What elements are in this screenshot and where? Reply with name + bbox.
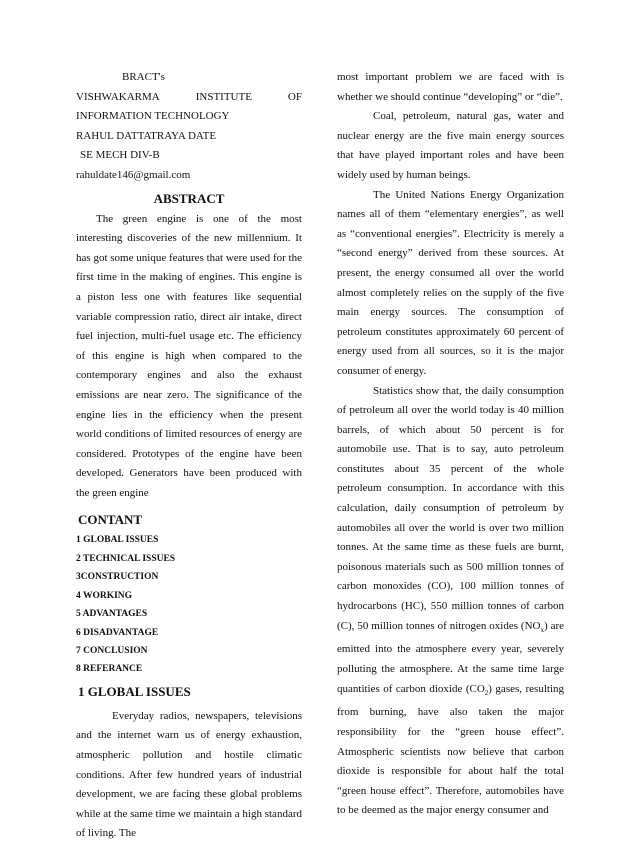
- section-paragraph: Coal, petroleum, natural gas, water and nuclear energy are the five main energy sources that have played important roles and have been widely used by human beings.: [337, 110, 564, 181]
- section-paragraph: [337, 382, 564, 821]
- contents-item: 6 DISADVANTAGE: [76, 627, 159, 638]
- paragraph-text: ) are emitted into the atmosphere every year, severely polluting the atmosphere. At the same time large quantities of carbon dioxide (CO: [337, 619, 564, 695]
- contents-item: 1 GLOBAL ISSUES: [76, 535, 159, 546]
- paragraph-text: ) gases, resulting from burning, have also taken the major responsibility for the “green house effect”. Atmospheric scientists now believe that carbon dioxide is responsible for about half the total “green house effect”. Therefore, automobiles have to be deemed as the major energy consumer and: [337, 682, 564, 817]
- paragraph-text: Statistics show that, the daily consumption of petroleum all over the world today is 40 million barrels, of which about 50 percent is for automobile use. That is to say, auto petroleum constitutes about 35 percent of the whole petroleum consumption. In accordance with this calculation, daily consumption of petroleum by automobiles all over the world is over two million tonnes. At the same time as these fuels are burnt, poisonous materials such as 500 million tonnes of carbon monoxides (CO), 100 million tonnes of hydrocarbons (HC), 550 million tonnes of carbon (C), 50 million tonnes of nitrogen oxides (NO: [337, 384, 564, 632]
- college-short-name: BRACT's: [122, 71, 165, 83]
- contents-item: 2 TECHNICAL ISSUES: [76, 553, 176, 564]
- contents-item: 4 WORKING: [76, 590, 133, 601]
- author-class: SE MECH DIV-B: [80, 149, 160, 162]
- right-column: [337, 68, 564, 821]
- section-paragraph-continued: most important problem we are faced with is whether we should continue “developing” or “die”.: [337, 71, 564, 103]
- author-email: rahuldate146@gmail.com: [76, 168, 191, 181]
- contents-item: 5 ADVANTAGES: [76, 609, 148, 620]
- college-name-word: INSTITUTE: [195, 90, 252, 103]
- section-paragraph: The United Nations Energy Organization names all of them “elementary energies”, as well as “conventional energies”. Electricity is merely a “second energy” derived from these sources. At present, the energy consumed all over the world almost completely relies on the supply of the five main energy sources. The consumption of petroleum constitutes approximately 60 percent of energy used from all sources, so it is the major consumer of energy.: [337, 188, 564, 377]
- section-heading-global-issues: 1 GLOBAL ISSUES: [78, 683, 191, 699]
- left-column: [76, 68, 302, 844]
- subscript: x: [540, 625, 544, 634]
- college-name-line2: INFORMATION TECHNOLOGY: [76, 110, 230, 123]
- college-name-word: OF: [287, 90, 302, 103]
- contents-list: [76, 531, 302, 678]
- abstract-paragraph: The green engine is one of the most interesting discoveries of the new millennium. It has got some unique features that were used for the first time in the making of engines. This engine is a piston less one with features like sequential variable compression ratio, direct air intake, direct fuel injection, multi-fuel usage etc. The efficiency of this engine is high when compared to the contemporary engines and also the exhaust emissions are near zero. The significance of the engine lies in the efficiency when the present world conditions of limited resources of energy are considered. Prototypes of the engine have been developed. Generators have been produced with the green engine: [76, 212, 302, 499]
- subscript: 2: [484, 688, 489, 697]
- college-name-word: VISHWAKARMA: [76, 90, 160, 103]
- contents-heading: CONTANT: [78, 512, 143, 528]
- contents-item: 8 REFERANCE: [76, 664, 143, 675]
- college-name-line1: [76, 88, 302, 108]
- contents-item: 7 CONCLUSION: [76, 645, 148, 656]
- section-paragraph: Everyday radios, newspapers, televisions and the internet warn us of energy exhaustion, atmospheric pollution and hostile climatic conditions. After few hundred years of industrial development, we are facing these global problems while at the same time we maintain a high standard of living. The: [76, 709, 302, 840]
- author-name: RAHUL DATTATRAYA DATE: [76, 129, 217, 142]
- contents-item: 3CONSTRUCTION: [76, 572, 159, 583]
- abstract-heading: ABSTRACT: [153, 190, 225, 206]
